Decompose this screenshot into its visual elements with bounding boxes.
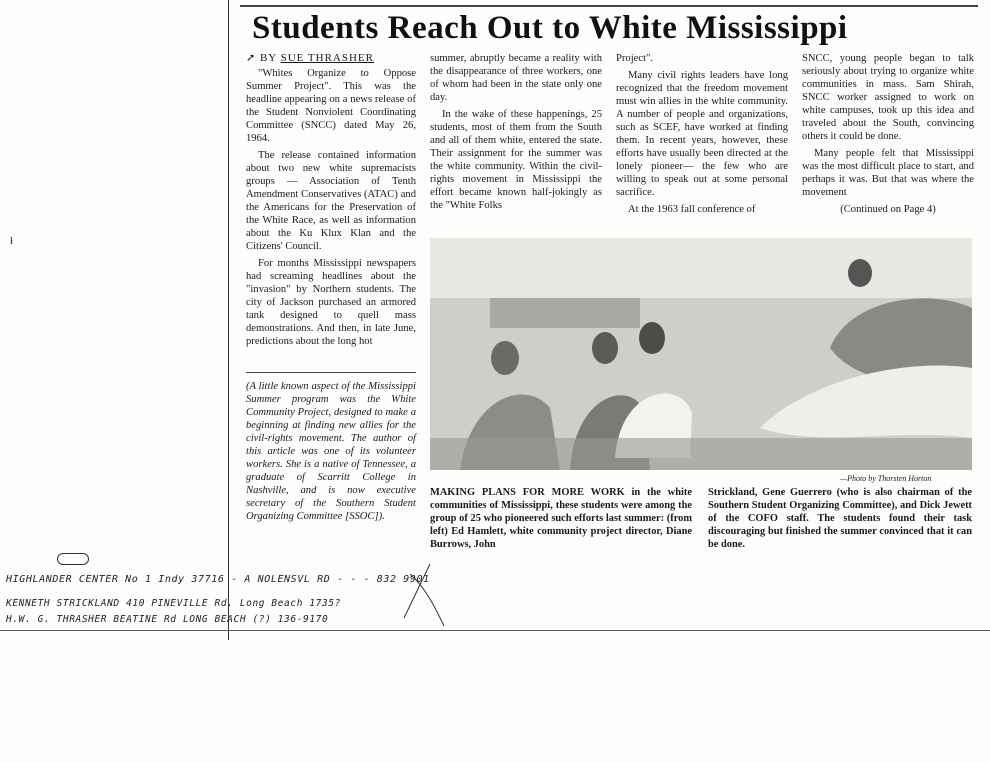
paragraph: In the wake of these happenings, 25 students, most of them from the South and all of them white, entered the state. Their assignment for the summer was the white community. Within the civil-rights movement in Mississippi the effort became known half-jokingly as the "White Folks: [430, 109, 602, 211]
continued-note: (Continued on Page 4): [840, 204, 936, 215]
paragraph: Many people felt that Mississippi was the most difficult place to start, and perhaps it was. But that was where the movement: [802, 148, 974, 198]
paragraph: SNCC, young people began to talk seriously about trying to organize white communities in mass. Sam Shirah, SNCC worker assigned to work on white campuses, took up this idea and traveled about the South, convincing others it could be done.: [802, 53, 974, 142]
article-column-3: [616, 52, 788, 220]
scribble-mark: [57, 553, 89, 565]
handwritten-note-3: H.W. G. THRASHER BEATINE Rd LONG BEACH (?) 136-9170: [6, 614, 329, 625]
news-photo: [430, 238, 972, 470]
handwritten-cross-mark: [400, 562, 460, 632]
photo-illustration: [430, 238, 972, 470]
article-column-1: [246, 52, 416, 352]
handwritten-note-1: HIGHLANDER CENTER No 1 Indy 37716 - A NOLENSVL RD - - - 832 9901: [6, 574, 430, 585]
photo-credit: —Photo by Thorsten Horton: [840, 474, 932, 483]
editor-note: (A little known aspect of the Mississippi Summer program was the White Community Project, designed to make a beginning at finding new allies for the civil-rights movement. The author of this article was one of its volunteer workers. She is a native of Tennessee, a graduate of Scarritt College in Nashville, and is now executive secretary of the Southern Student Organizing Committee [SSOC]).: [246, 381, 416, 522]
page-edge-line: [0, 630, 990, 631]
paragraph: For months Mississippi newspapers had screaming headlines about the "invasion" by Northern students. The city of Jackson purchased an armored tank designed to quell mass demonstrations. And then, in late June, predictions about the long hot: [246, 258, 416, 347]
paragraph: The release contained information about two new white supremacists groups — Association of Tenth Amendment Conservatives (ATAC) and the Americans for the Preservation of the White Race, as well as information about the Ku Klux Klan and the Citizens' Council.: [246, 150, 416, 252]
byline-author: SUE THRASHER: [280, 52, 374, 64]
paragraph: Project".: [616, 53, 653, 64]
photo-caption-left: MAKING PLANS FOR MORE WORK in the white communities of Mississippi, these students were among the group of 25 who pioneered such efforts last summer: (from left) Ed Hamlett, white community project director, Diane Burrows, John: [430, 487, 692, 550]
article-column-2: [430, 52, 602, 216]
photo-caption-right: Strickland, Gene Guerrero (who is also chairman of the Southern Student Organizing Committee), and Dick Jewett of the COFO staff. The students found their task discouraging but finished the summer convinced that it can be done.: [708, 487, 972, 550]
headline: Students Reach Out to White Mississippi: [252, 10, 848, 46]
stray-mark: ł: [10, 236, 13, 247]
paragraph: summer, abruptly became a reality with the disappearance of three workers, one of whom had been in the state only one day.: [430, 53, 602, 103]
paragraph: At the 1963 fall conference of: [628, 204, 756, 215]
byline-prefix: BY: [259, 52, 277, 64]
paragraph: "Whites Organize to Oppose Summer Project". This was the headline appearing on a news release of the Student Nonviolent Coordinating Committee (SNCC) dated May 26, 1964.: [246, 68, 416, 144]
paragraph: Many civil rights leaders have long recognized that the freedom movement must win allies in the white community. A number of people and organizations, such as SCEF, have worked at finding them. In recent years, however, these efforts have usually been directed at the lonely pioneer— the few who are willing to speak out at some personal sacrifice.: [616, 70, 788, 198]
byline: [246, 52, 416, 65]
article-column-4: [802, 52, 974, 216]
arrow-mark-icon: ➚: [246, 52, 257, 64]
note-separator: [246, 372, 416, 373]
handwritten-note-2: KENNETH STRICKLAND 410 PINEVILLE Rd. Long Beach 1735?: [6, 598, 341, 609]
headline-top-rule: [240, 5, 978, 7]
